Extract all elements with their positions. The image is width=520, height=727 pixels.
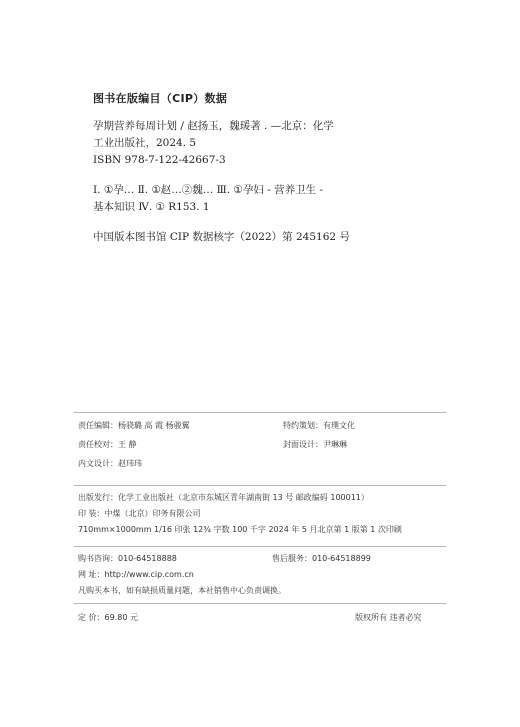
cip-classification-2: 基本知识 Ⅳ. ① R153. 1 bbox=[93, 201, 210, 213]
printer-info: 印 装：中煤（北京）印务有限公司 bbox=[78, 509, 201, 518]
cip-heading: 图书在版编目（CIP）数据 bbox=[93, 92, 228, 105]
responsible-editor: 责任编辑：杨骁璐 高 霞 杨骏翼 bbox=[78, 421, 190, 430]
divider bbox=[74, 485, 446, 486]
publisher-info: 出版发行：化学工业出版社（北京市东城区青年湖南街 13 号 邮政编码 100011） bbox=[78, 493, 369, 502]
special-planner: 特约策划：有璞文化 bbox=[283, 421, 355, 430]
purchase-hotline: 购书咨询：010-64518888 bbox=[78, 554, 177, 563]
quality-notice: 凡购买本书，如有缺损质量问题，本社销售中心负责调换。 bbox=[78, 586, 286, 595]
price: 定 价：69.80 元 bbox=[78, 613, 138, 622]
interior-designer: 内文设计：赵玮玮 bbox=[78, 459, 142, 468]
cover-designer: 封面设计：尹琳琳 bbox=[283, 440, 347, 449]
publisher-website: 网 址：http://www.cip.com.cn bbox=[78, 570, 194, 579]
cip-title-line: 孕期营养每周计划 / 赵扬玉，魏瑗著 . —北京：化学 bbox=[93, 120, 334, 132]
responsible-proofreader: 责任校对：王 静 bbox=[78, 440, 137, 449]
after-sales-hotline: 售后服务：010-64518899 bbox=[272, 554, 371, 563]
divider bbox=[74, 546, 446, 547]
copyright-notice: 版权所有 违者必究 bbox=[355, 613, 422, 622]
cip-publisher-line: 工业出版社，2024. 5 bbox=[93, 137, 197, 149]
cip-isbn: ISBN 978-7-122-42667-3 bbox=[93, 154, 226, 166]
cip-record-number: 中国版本图书馆 CIP 数据核字（2022）第 245162 号 bbox=[93, 231, 350, 243]
cip-record bbox=[93, 118, 453, 246]
cip-classification-1: Ⅰ. ①孕… Ⅱ. ①赵…②魏… Ⅲ. ①孕妇 - 营养卫生 - bbox=[93, 184, 323, 196]
divider bbox=[74, 603, 446, 604]
format-specs: 710mm×1000mm 1/16 印张 12¾ 字数 100 千字 2024 年 5 月北京第 1 版第 1 次印刷 bbox=[78, 525, 402, 534]
divider bbox=[74, 412, 446, 413]
